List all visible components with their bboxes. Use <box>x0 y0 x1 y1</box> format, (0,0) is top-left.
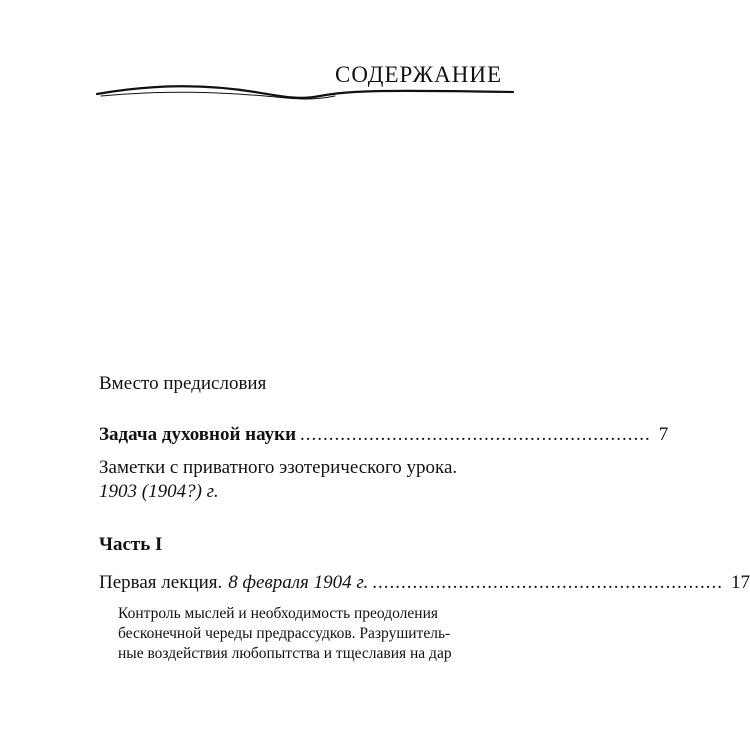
page-title: СОДЕРЖАНИЕ <box>334 62 502 87</box>
toc-entry-task-page: 7 <box>658 424 669 445</box>
toc-entry-lecture1-page: 17 <box>730 572 750 593</box>
toc-entry-task-title: Задача духовной науки <box>99 424 297 445</box>
toc-part1-heading: Часть I <box>99 534 163 555</box>
toc-entry-task[interactable] <box>99 424 669 446</box>
toc-lecture1-desc-line1: Контроль мыслей и необходимость преодоления <box>118 605 439 622</box>
toc-lecture1-desc-line3: ные воздействия любопытства и тщеславия на дар <box>118 645 452 662</box>
toc-intro-label: Вместо предисловия <box>99 373 267 394</box>
toc-notes-line2: 1903 (1904?) г. <box>99 481 219 502</box>
toc-entry-lecture1-date: 8 февраля 1904 г. <box>228 572 369 593</box>
toc-lecture1-desc-line2: бесконечной череды предрассудков. Разрушитель- <box>118 625 451 642</box>
toc-entry-lecture1[interactable] <box>99 572 750 594</box>
leader-dots: ............................................................. <box>300 424 651 445</box>
toc-notes-line1: Заметки с приватного эзотерического урока. <box>99 457 458 478</box>
header-ornament-rule <box>95 82 515 106</box>
leader-dots: ............................................................. <box>372 572 723 593</box>
toc-entry-lecture1-title: Первая лекция. <box>99 572 223 593</box>
